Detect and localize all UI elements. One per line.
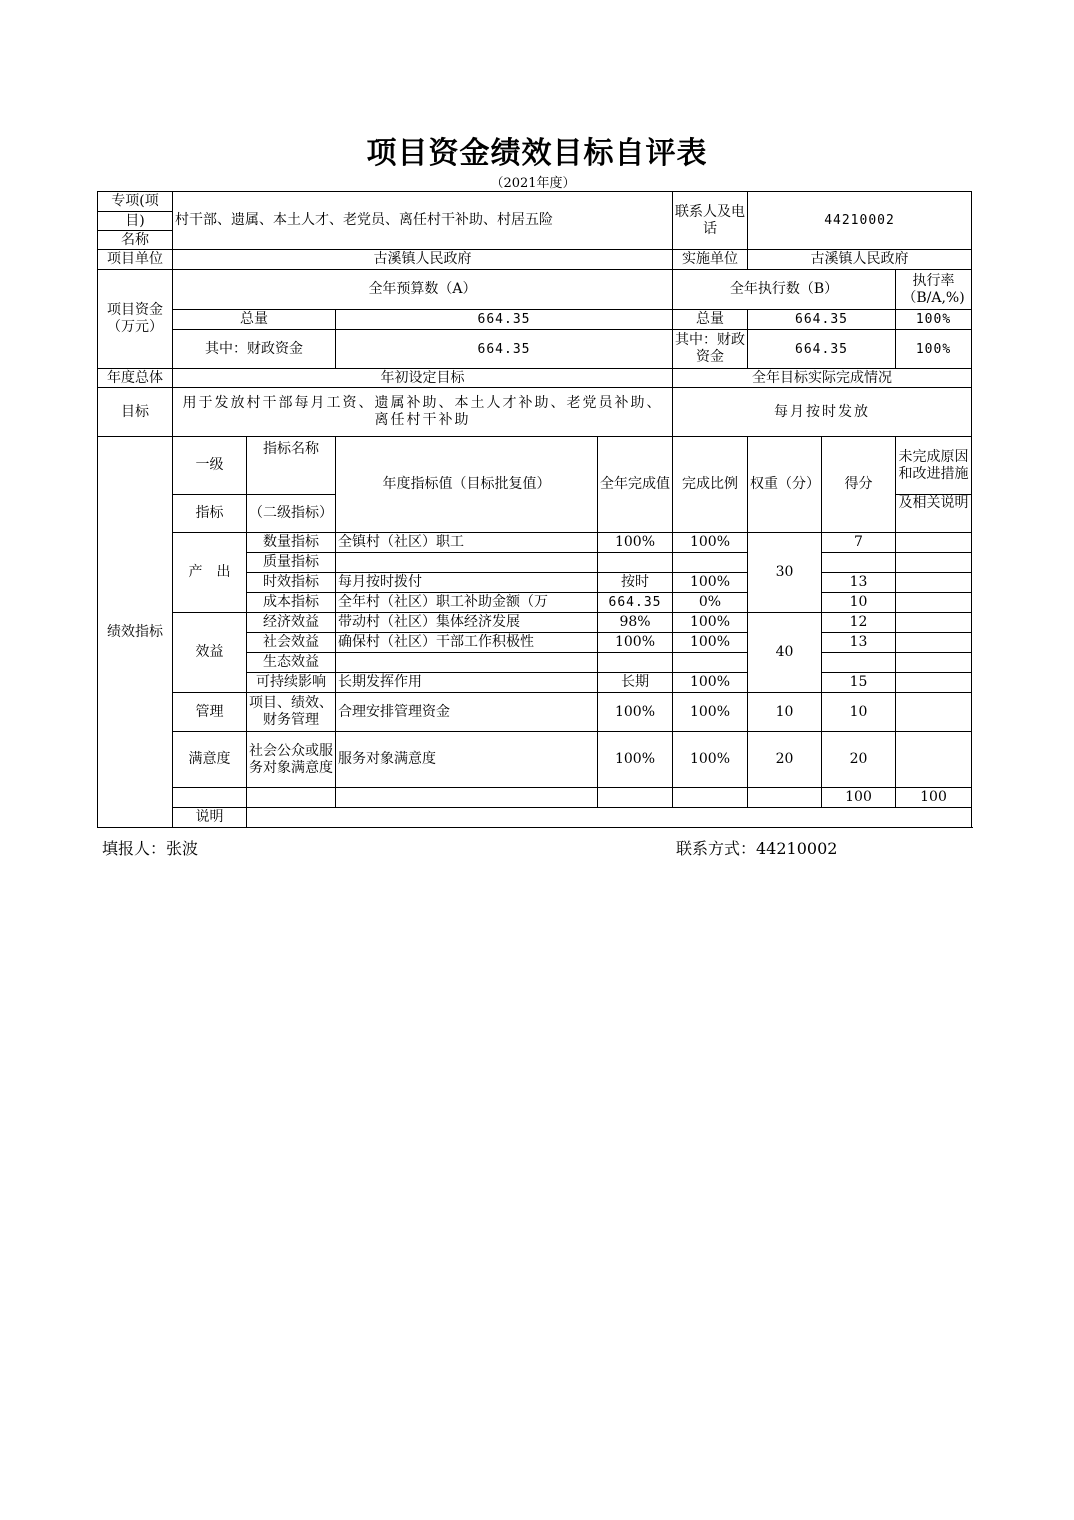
indicator-target: 合理安排管理资金: [336, 693, 598, 732]
evaluation-table: [97, 191, 971, 834]
weight-manage: 10: [748, 693, 822, 732]
totals-row: [98, 788, 972, 808]
indicator-score: 10: [822, 693, 896, 732]
goal-set-header: 年初设定目标: [173, 369, 673, 388]
indicator-score: [822, 553, 896, 573]
indicator-ratio: 100%: [673, 693, 748, 732]
indicator-name: 社会公众或服务对象满意度: [247, 732, 336, 788]
indicator-target: 全年村（社区）职工补助金额（万: [336, 593, 598, 613]
indicator-score: 20: [822, 732, 896, 788]
indicator-target: 服务对象满意度: [336, 732, 598, 788]
notes-row: [98, 808, 972, 828]
indicator-target: 每月按时拨付: [336, 573, 598, 593]
goal-actual-value: 每月按时发放: [673, 388, 972, 437]
weight-satisfy: 20: [748, 732, 822, 788]
indicator-name: 生态效益: [247, 653, 336, 673]
contact-phone: 44210002: [748, 192, 972, 250]
group-manage: 管理: [173, 693, 247, 732]
fiscal-exec: 664.35: [748, 330, 896, 369]
indicator-score: 13: [822, 573, 896, 593]
unit-value: 古溪镇人民政府: [173, 250, 673, 270]
indicator-done: 100%: [598, 533, 673, 553]
indicator-name: 数量指标: [247, 533, 336, 553]
indicator-score: 7: [822, 533, 896, 553]
notes-value: [247, 808, 972, 828]
project-name-value: 村干部、遗属、本土人才、老党员、离任村干补助、村居五险: [173, 192, 673, 250]
indicator-done: 长期: [598, 673, 673, 693]
fiscal-budget: 664.35: [336, 330, 673, 369]
indicator-name: 可持续影响: [247, 673, 336, 693]
indicator-name: 成本指标: [247, 593, 336, 613]
indicator-reason: [896, 593, 972, 613]
indicator-score: 10: [822, 593, 896, 613]
unit-label: 项目单位: [98, 250, 173, 270]
indicator-reason: [896, 533, 972, 553]
indicator-reason: [896, 613, 972, 633]
indicator-reason: [896, 693, 972, 732]
indicator-ratio: 0%: [673, 593, 748, 613]
reporter-label: 填报人：张波: [102, 839, 199, 858]
goal-label-1: 年度总体: [98, 369, 173, 388]
indicator-done: [598, 553, 673, 573]
table-row: [98, 533, 972, 553]
annual-budget-header: 全年预算数（A）: [173, 270, 673, 310]
annual-exec-header: 全年执行数（B）: [673, 270, 896, 310]
indicator-ratio: 100%: [673, 633, 748, 653]
indicator-target: 确保村（社区）干部工作积极性: [336, 633, 598, 653]
total-budget: 664.35: [336, 310, 673, 330]
fiscal-rate: 100%: [896, 330, 972, 369]
indicator-target: [336, 553, 598, 573]
goal-actual-header: 全年目标实际完成情况: [673, 369, 972, 388]
indicator-done: 按时: [598, 573, 673, 593]
indicator-target: [336, 653, 598, 673]
group-satisfy: 满意度: [173, 732, 247, 788]
contact-label: 联系人及电话: [673, 192, 748, 250]
indicator-done: 100%: [598, 693, 673, 732]
indicator-reason: [896, 573, 972, 593]
indicator-ratio: 100%: [673, 732, 748, 788]
indicator-score: [822, 653, 896, 673]
group-output: 产 出: [173, 533, 247, 613]
indicator-name: 社会效益: [247, 633, 336, 653]
total-exec-label: 总量: [673, 310, 748, 330]
ratio-header: 完成比例: [673, 437, 748, 533]
indicator-done: 100%: [598, 732, 673, 788]
project-name-label-3: 名称: [98, 231, 173, 250]
target-header: 年度指标值（目标批复值）: [336, 437, 598, 533]
indicator-done: 98%: [598, 613, 673, 633]
table-row: [98, 693, 972, 732]
indicator-name: 时效指标: [247, 573, 336, 593]
total-exec: 664.35: [748, 310, 896, 330]
project-name-label-1: 专项(项: [98, 192, 173, 212]
fiscal-label: 其中：财政资金: [173, 330, 336, 369]
reason-header-b: 及相关说明: [896, 495, 972, 533]
fiscal-exec-label: 其中：财政资金: [673, 330, 748, 369]
table-row: [98, 613, 972, 633]
level1-header-b: 指标: [173, 495, 247, 533]
indicator-score: 12: [822, 613, 896, 633]
indicator-ratio: 100%: [673, 533, 748, 553]
indicator-done: 100%: [598, 633, 673, 653]
indicator-score: 13: [822, 633, 896, 653]
indicator-ratio: [673, 553, 748, 573]
group-benefit: 效益: [173, 613, 247, 693]
page-title: 项目资金绩效目标自评表: [366, 136, 708, 171]
project-name-label-2: 目): [98, 212, 173, 231]
impl-unit-value: 古溪镇人民政府: [748, 250, 972, 270]
total-label: 总量: [173, 310, 336, 330]
exec-rate-header: 执行率（B/A,%): [896, 270, 972, 310]
indicator-done: 664.35: [598, 593, 673, 613]
indicator-name-header-b: （二级指标）: [247, 495, 336, 533]
indicator-name-header-a: 指标名称: [247, 437, 336, 495]
year-subtitle: （2021年度）: [490, 176, 576, 191]
weight-header: 权重（分）: [748, 437, 822, 533]
notes-label: 说明: [173, 808, 247, 828]
indicator-target: 全镇村（社区）职工: [336, 533, 598, 553]
impl-unit-label: 实施单位: [673, 250, 748, 270]
indicator-target: 长期发挥作用: [336, 673, 598, 693]
total-rate: 100%: [896, 310, 972, 330]
indicator-reason: [896, 653, 972, 673]
score-header: 得分: [822, 437, 896, 533]
funds-label: 项目资金（万元）: [98, 270, 173, 369]
indicator-reason: [896, 553, 972, 573]
indicator-score: 15: [822, 673, 896, 693]
level1-header-a: 一级: [173, 437, 247, 495]
indicator-reason: [896, 673, 972, 693]
indicator-ratio: 100%: [673, 573, 748, 593]
indicator-done: [598, 653, 673, 673]
goal-label-2: 目标: [98, 388, 173, 437]
done-header: 全年完成值: [598, 437, 673, 533]
indicator-name: 项目、绩效、财务管理: [247, 693, 336, 732]
contact-info: 联系方式：44210002: [676, 839, 838, 858]
indicator-target: 带动村（社区）集体经济发展: [336, 613, 598, 633]
indicator-ratio: 100%: [673, 673, 748, 693]
reason-header-a: 未完成原因和改进措施: [896, 437, 972, 495]
goal-set-value: 用于发放村干部每月工资、遗属补助、本土人才补助、老党员补助、离任村干补助: [173, 388, 673, 437]
indicators-section-label: 绩效指标: [98, 437, 173, 828]
weight-output: 30: [748, 533, 822, 613]
total-score: 100: [896, 788, 972, 808]
indicator-name: 经济效益: [247, 613, 336, 633]
indicator-ratio: 100%: [673, 613, 748, 633]
indicator-reason: [896, 732, 972, 788]
indicator-reason: [896, 633, 972, 653]
indicator-name: 质量指标: [247, 553, 336, 573]
weight-benefit: 40: [748, 613, 822, 693]
table-row: [98, 732, 972, 788]
total-weight: 100: [822, 788, 896, 808]
indicator-ratio: [673, 653, 748, 673]
